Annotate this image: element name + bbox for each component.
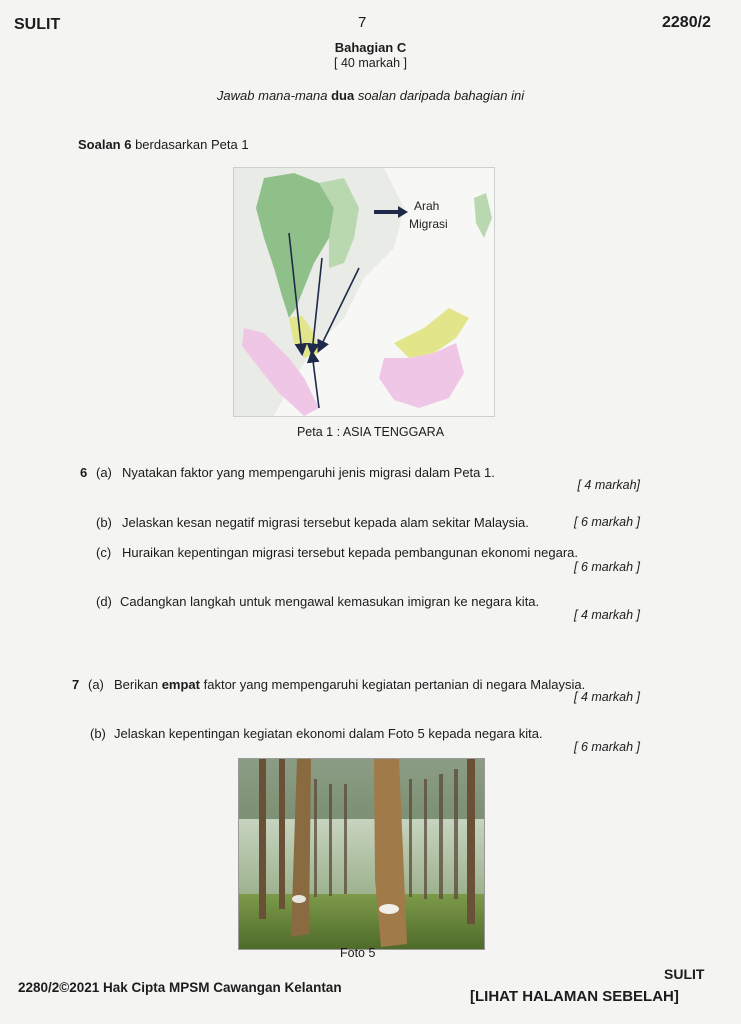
- photo-rubber-plantation: [238, 758, 485, 950]
- legend-label-1: Arah: [414, 199, 440, 213]
- q7a-text-start: Berikan: [114, 677, 162, 692]
- q7b-marks: [ 6 markah ]: [574, 740, 640, 754]
- latex-cup: [379, 904, 399, 914]
- legend-arrow-icon: [374, 210, 398, 214]
- photo-figure: [239, 759, 484, 949]
- map-southeast-asia: [233, 167, 495, 417]
- q6d-label: (d): [96, 594, 112, 609]
- q6d-text: Cadangkan langkah untuk mengawal kemasukan imigran ke negara kita.: [120, 594, 540, 609]
- q6-intro-rest: berdasarkan Peta 1: [131, 137, 249, 152]
- footer-sulit: SULIT: [664, 966, 705, 982]
- instruction-text: Jawab mana-mana: [216, 88, 332, 103]
- footer-next-page: [LIHAT HALAMAN SEBELAH]: [470, 988, 679, 1005]
- q7b-text: Jelaskan kepentingan kegiatan ekonomi dalam Foto 5 kepada negara kita.: [114, 726, 543, 741]
- q6-intro-bold: Soalan 6: [78, 137, 132, 152]
- latex-cup: [292, 895, 306, 903]
- header-code: 2280/2: [662, 14, 711, 31]
- q7a-marks: [ 4 markah ]: [574, 690, 640, 704]
- q6-number: 6: [80, 465, 88, 480]
- q6a-text: Nyatakan faktor yang mempengaruhi jenis migrasi dalam Peta 1.: [122, 465, 495, 480]
- map-caption: Peta 1 : ASIA TENGGARA: [296, 425, 445, 439]
- q7a-text-end: faktor yang mempengaruhi kegiatan pertanian di negara Malaysia.: [200, 677, 586, 692]
- q7a-label: (a): [88, 677, 104, 692]
- legend-label-2: Migrasi: [409, 217, 448, 231]
- instruction-bold: dua: [331, 88, 355, 103]
- q6c-label: (c): [96, 545, 112, 560]
- page-number: 7: [358, 14, 367, 31]
- q6b-marks: [ 6 markah ]: [574, 515, 640, 529]
- map-figure: [234, 168, 494, 416]
- section-marks: [ 40 markah ]: [334, 56, 407, 70]
- q6c-text: Huraikan kepentingan migrasi tersebut kepada pembangunan ekonomi negara.: [122, 545, 579, 560]
- section-title: Bahagian C: [334, 40, 407, 55]
- q7a-text: [114, 677, 585, 692]
- photo-caption: Foto 5: [340, 946, 376, 960]
- q7b-label: (b): [90, 726, 106, 741]
- q7a-bold: empat: [161, 677, 200, 692]
- q7-number: 7: [72, 677, 80, 692]
- q6b-label: (b): [96, 515, 112, 530]
- section-instruction: [0, 88, 741, 103]
- instruction-text-end: soalan daripada bahagian ini: [354, 88, 525, 103]
- philippines: [474, 193, 492, 238]
- q6b-text: Jelaskan kesan negatif migrasi tersebut kepada alam sekitar Malaysia.: [122, 515, 529, 530]
- q6a-label: (a): [96, 465, 112, 480]
- q6a-marks: [ 4 markah]: [577, 478, 640, 492]
- footer-copyright: 2280/2©2021 Hak Cipta MPSM Cawangan Kelantan: [18, 980, 342, 995]
- q6d-marks: [ 4 markah ]: [574, 608, 640, 622]
- q6-intro: [78, 137, 249, 152]
- header-sulit: SULIT: [14, 16, 61, 33]
- q6c-marks: [ 6 markah ]: [574, 560, 640, 574]
